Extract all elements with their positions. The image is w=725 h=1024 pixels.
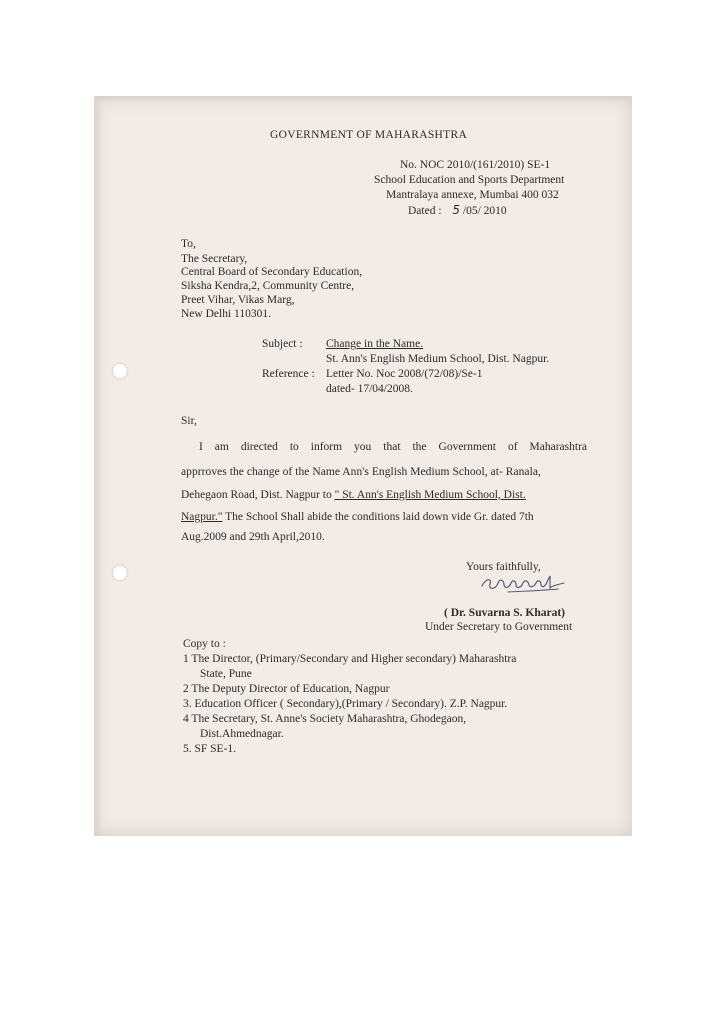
signatory-title: Under Secretary to Government xyxy=(425,621,573,633)
copy-to-label: Copy to : xyxy=(183,638,226,650)
government-heading: GOVERNMENT OF MAHARASHTRA xyxy=(270,129,468,141)
punch-hole-bottom xyxy=(113,566,127,580)
paper-edge-top xyxy=(94,96,632,102)
reference-date: dated- 17/04/2008. xyxy=(326,383,413,395)
recipient-line: Preet Vihar, Vikas Marg, xyxy=(181,294,295,306)
salutation: Sir, xyxy=(181,415,197,427)
body-text: Dehegaon Road, Dist. Nagpur to xyxy=(181,489,335,501)
body-line-5: Aug.2009 and 29th April,2010. xyxy=(181,531,325,543)
subject-title: Change in the Name. xyxy=(326,338,424,350)
letter-date xyxy=(408,203,507,218)
body-line-1 xyxy=(199,440,587,454)
reference-letter: Letter No. Noc 2008/(72/08)/Se-1 xyxy=(326,368,483,380)
copy-to-item: 3. Education Officer ( Secondary),(Primary / Secondary). Z.P. Nagpur. xyxy=(183,698,508,710)
new-school-name: " St. Ann's English Medium School, Dist. xyxy=(334,489,526,501)
subject-school: St. Ann's English Medium School, Dist. Nagpur. xyxy=(326,353,550,365)
closing: Yours faithfully, xyxy=(466,561,541,573)
copy-to-item: 4 The Secretary, St. Anne's Society Maharashtra, Ghodegaon, xyxy=(183,713,467,725)
copy-to-item: 1 The Director, (Primary/Secondary and Higher secondary) Maharashtra xyxy=(183,653,517,665)
dated-day: 5 xyxy=(452,203,461,217)
dated-month-year: /05/ 2010 xyxy=(460,205,507,217)
copy-to-item: State, Pune xyxy=(200,668,252,680)
body-line-2: apprroves the change of the Name Ann's English Medium School, at- Ranala, xyxy=(181,466,541,478)
paper-edge-left xyxy=(94,96,102,836)
recipient-line: Siksha Kendra,2, Community Centre, xyxy=(181,280,355,292)
copy-to-item: 2 The Deputy Director of Education, Nagpur xyxy=(183,683,390,695)
body-line-4 xyxy=(181,510,534,524)
recipient-line: New Delhi 110301. xyxy=(181,308,271,320)
punch-hole-top xyxy=(113,364,127,378)
copy-to-item: 5. SF SE-1. xyxy=(183,743,237,755)
handwritten-signature xyxy=(478,566,568,596)
new-school-name-end: Nagpur." xyxy=(181,511,223,523)
subject-label: Subject : xyxy=(262,338,303,350)
recipient-line: The Secretary, xyxy=(181,253,248,265)
reference-label: Reference : xyxy=(262,368,315,380)
reference-number: No. NOC 2010/(161/2010) SE-1 xyxy=(400,159,551,171)
department-address: Mantralaya annexe, Mumbai 400 032 xyxy=(386,189,559,201)
recipient-line: Central Board of Secondary Education, xyxy=(181,266,363,278)
recipient-line: To, xyxy=(181,238,196,250)
department-name: School Education and Sports Department xyxy=(374,174,565,186)
body-text: The School Shall abide the conditions laid down vide Gr. dated 7th xyxy=(222,511,534,523)
body-text: I am directed to inform you that the Government of Maharashtra xyxy=(199,441,587,453)
body-line-3 xyxy=(181,488,526,502)
signatory-name: ( Dr. Suvarna S. Kharat) xyxy=(444,607,565,619)
dated-label: Dated : xyxy=(408,205,442,217)
copy-to-item: Dist.Ahmednagar. xyxy=(200,728,284,740)
